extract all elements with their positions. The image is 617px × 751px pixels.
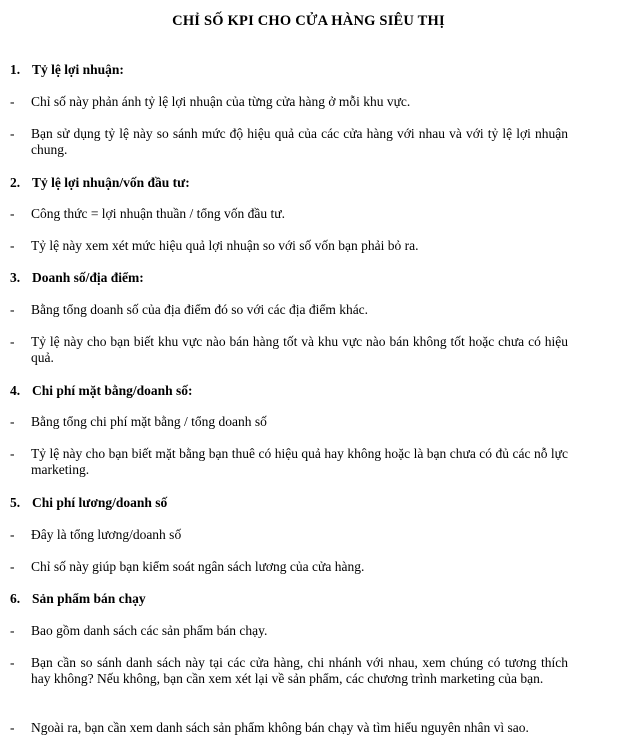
section-heading-4: [10, 383, 193, 399]
section-number: 2.: [10, 175, 21, 190]
dash-bullet: -: [10, 94, 15, 109]
list-item: [10, 559, 568, 575]
dash-bullet: -: [10, 655, 15, 670]
document-title: CHỈ SỐ KPI CHO CỬA HÀNG SIÊU THỊ: [172, 13, 445, 29]
list-item-text: Bằng tổng doanh số của địa điểm đó so với các địa điểm khác.: [31, 302, 369, 317]
dash-bullet: -: [10, 206, 15, 221]
list-item-text: Chỉ số này phản ánh tỷ lệ lợi nhuận của từng cửa hàng ở mỗi khu vực.: [31, 94, 411, 109]
list-item-text: Bạn sử dụng tỷ lệ này so sánh mức độ hiệu quả của các cửa hàng với nhau và với tỷ lệ lợi nhuận chung.: [31, 126, 568, 157]
list-item-text: Bạn cần so sánh danh sách này tại các cửa hàng, chi nhánh với nhau, xem chúng có tương thích hay không? Nếu không, bạn cần xem xét lại về sản phẩm, các chương trình marketing của bạn.: [31, 655, 568, 686]
list-item: [10, 206, 568, 222]
section-heading-text: Chi phí lương/doanh số: [32, 495, 168, 510]
list-item: [10, 334, 568, 366]
list-item-text: Chỉ số này giúp bạn kiểm soát ngân sách lương của cửa hàng.: [31, 559, 365, 574]
dash-bullet: -: [10, 238, 15, 253]
section-heading-1: [10, 62, 124, 78]
section-heading-text: Chi phí mặt bằng/doanh số:: [32, 383, 193, 398]
list-item: [10, 527, 568, 543]
list-item: [10, 655, 568, 687]
dash-bullet: -: [10, 527, 15, 542]
list-item-text: Công thức = lợi nhuận thuần / tổng vốn đầu tư.: [31, 206, 285, 221]
list-item-text: Tỷ lệ này xem xét mức hiệu quả lợi nhuận so với số vốn bạn phải bỏ ra.: [31, 238, 419, 253]
list-item: [10, 446, 568, 478]
list-item: [10, 720, 568, 736]
list-item-text: Đây là tổng lương/doanh số: [31, 527, 182, 542]
section-heading-2: [10, 175, 190, 191]
list-item: [10, 238, 568, 254]
list-item-text: Bằng tổng chi phí mặt bằng / tổng doanh số: [31, 414, 267, 429]
list-item: [10, 414, 568, 430]
section-number: 5.: [10, 495, 21, 510]
section-heading-text: Tỷ lệ lợi nhuận/vốn đầu tư:: [32, 175, 190, 190]
section-heading-text: Doanh số/địa điểm:: [32, 270, 144, 285]
dash-bullet: -: [10, 334, 15, 349]
dash-bullet: -: [10, 446, 15, 461]
list-item-text: Bao gồm danh sách các sản phẩm bán chạy.: [31, 623, 268, 638]
section-number: 6.: [10, 591, 21, 606]
list-item: [10, 94, 568, 110]
list-item: [10, 623, 568, 639]
section-heading-text: Sản phẩm bán chạy: [32, 591, 146, 606]
dash-bullet: -: [10, 720, 15, 735]
section-number: 1.: [10, 62, 21, 77]
list-item: [10, 126, 568, 158]
dash-bullet: -: [10, 414, 15, 429]
section-number: 4.: [10, 383, 21, 398]
section-number: 3.: [10, 270, 21, 285]
list-item-text: Tỷ lệ này cho bạn biết khu vực nào bán hàng tốt và khu vực nào bán không tốt hoặc chưa có hiệu quả.: [31, 334, 568, 365]
section-heading-text: Tỷ lệ lợi nhuận:: [32, 62, 124, 77]
list-item: [10, 302, 568, 318]
section-heading-6: [10, 591, 146, 607]
dash-bullet: -: [10, 302, 15, 317]
list-item-text: Ngoài ra, bạn cần xem danh sách sản phẩm không bán chạy và tìm hiểu nguyên nhân vì sao.: [31, 720, 529, 735]
dash-bullet: -: [10, 623, 15, 638]
section-heading-5: [10, 495, 167, 511]
section-heading-3: [10, 270, 144, 286]
dash-bullet: -: [10, 559, 15, 574]
dash-bullet: -: [10, 126, 15, 141]
list-item-text: Tỷ lệ này cho bạn biết mặt bằng bạn thuê có hiệu quả hay không hoặc là bạn chưa có đủ các nỗ lực marketing.: [31, 446, 568, 477]
